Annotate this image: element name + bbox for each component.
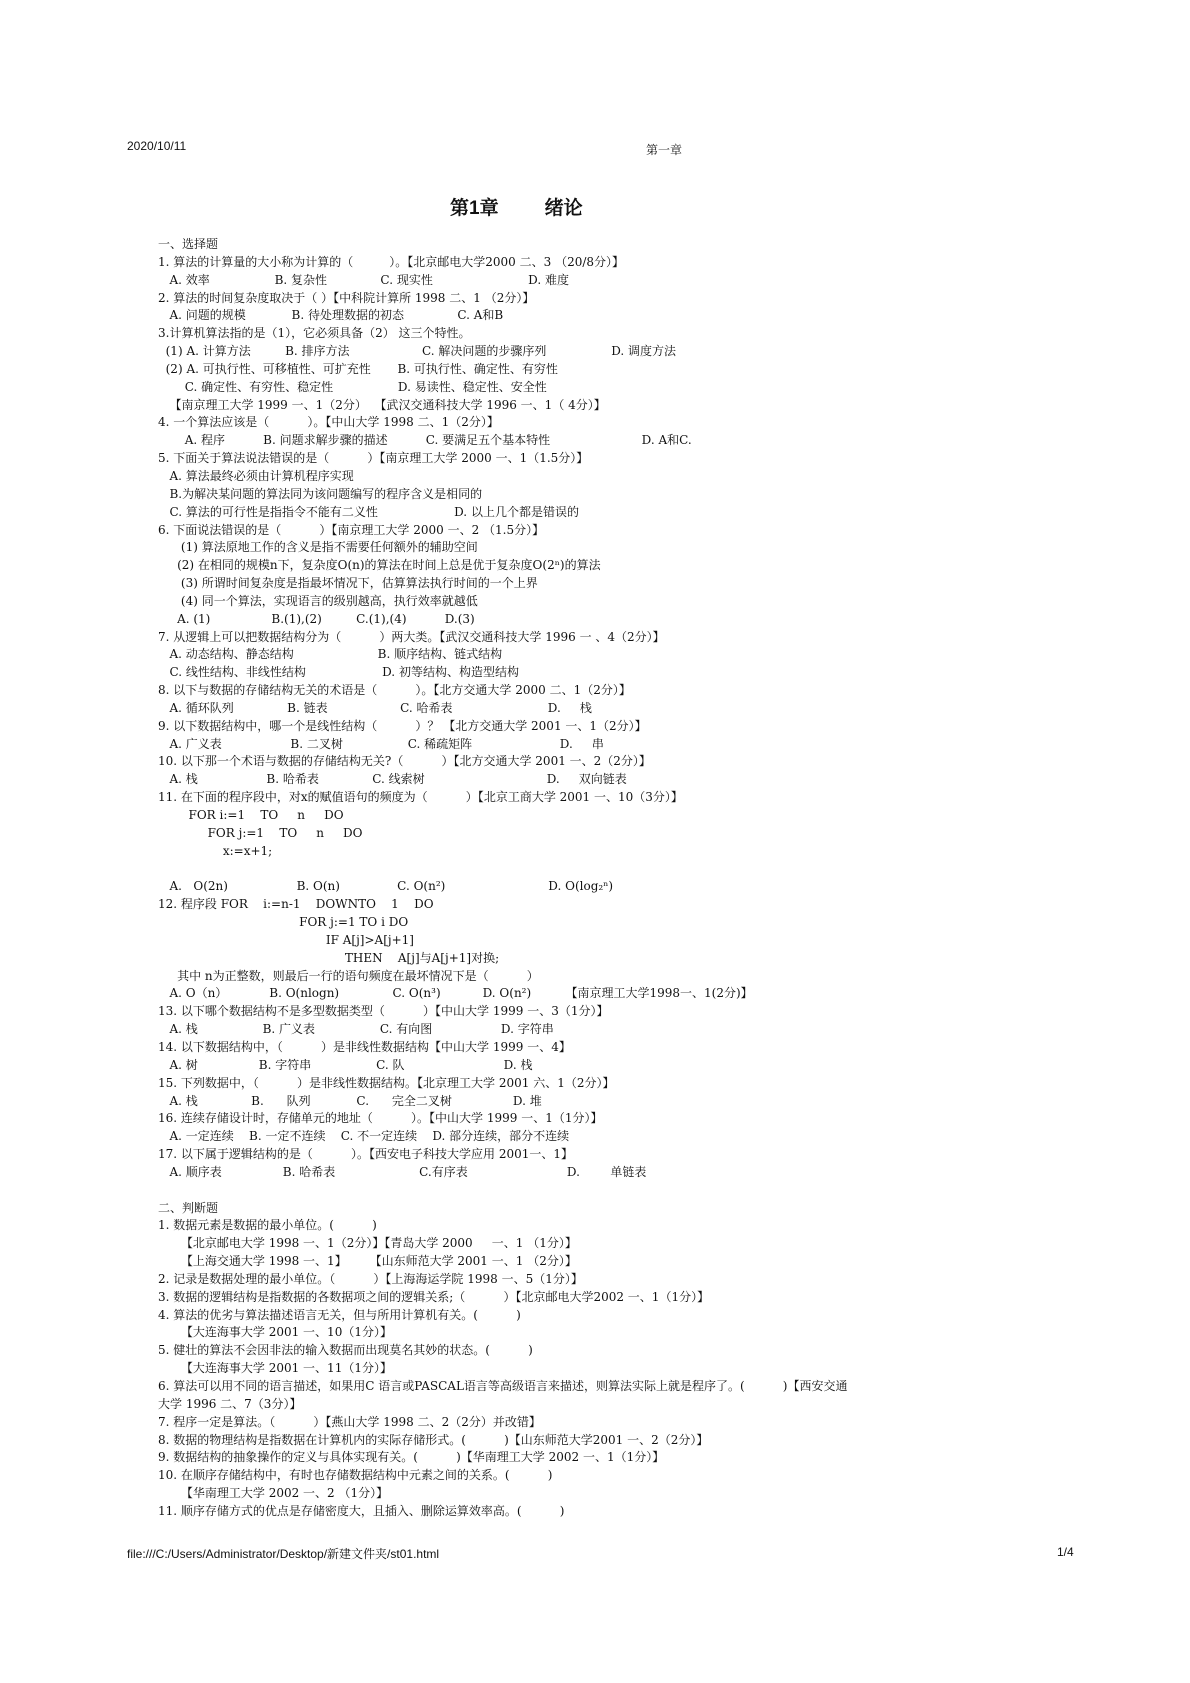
text-line: A. O(2n) B. O(n) C. O(n²) D. O(log₂ⁿ): [158, 879, 614, 894]
text-line: 【华南理工大学 2002 一、2 （1分）】: [158, 1486, 389, 1501]
text-line: 3.计算机算法指的是（1），它必须具备（2） 这三个特性。: [158, 326, 471, 341]
text-line: [158, 861, 1058, 879]
text-line: [158, 1182, 1058, 1200]
chapter-title: [450, 193, 583, 220]
text-line: 1. 数据元素是数据的最小单位。( ): [158, 1218, 377, 1233]
text-line: 其中 n为正整数，则最后一行的语句频度在最坏情况下是（ ）: [158, 968, 539, 983]
text-line: A. 栈 B. 哈希表 C. 线索树 D. 双向链表: [158, 772, 627, 787]
text-line: C. 线性结构、非线性结构 D. 初等结构、构造型结构: [158, 665, 519, 680]
text-line: 14. 以下数据结构中，（ ）是非线性数据结构【中山大学 1999 一、4】: [158, 1039, 571, 1054]
text-line: B.为解决某问题的算法同为该问题编写的程序含义是相同的: [158, 486, 483, 501]
text-line: 4. 一个算法应该是（ ）。【中山大学 1998 二、1（2分）】: [158, 415, 499, 430]
text-line: 二、判断题: [158, 1200, 219, 1215]
text-line: 【上海交通大学 1998 一、1】 【山东师范大学 2001 一、1 （2分）】: [158, 1254, 577, 1269]
text-line: 12. 程序段 FOR i:=n-1 DOWNTO 1 DO: [158, 897, 434, 912]
text-line: A. 一定连续 B. 一定不连续 C. 不一定连续 D. 部分连续，部分不连续: [158, 1129, 570, 1144]
page-number: 1/4: [1057, 1545, 1074, 1559]
text-line: 2. 算法的时间复杂度取决于（ ）【中科院计算所 1998 二、1 （2分）】: [158, 290, 535, 305]
text-line: A. 树 B. 字符串 C. 队 D. 栈: [158, 1057, 533, 1072]
text-line: C. 确定性、有穷性、稳定性 D. 易读性、稳定性、安全性: [158, 379, 547, 394]
file-path: file:///C:/Users/Administrator/Desktop/新建文件夹/st01.html: [127, 1547, 440, 1561]
text-line: 10. 以下那一个术语与数据的存储结构无关?（ ）【北方交通大学 2001 一、2（2分）】: [158, 754, 651, 769]
text-line: A. 栈 B. 广义表 C. 有向图 D. 字符串: [158, 1022, 554, 1037]
text-line: (3) 所谓时间复杂度是指最坏情况下，估算算法执行时间的一个上界: [158, 576, 538, 591]
text-line: 3. 数据的逻辑结构是指数据的各数据项之间的逻辑关系;（ ）【北京邮电大学2002 一、1（1分）】: [158, 1289, 710, 1304]
text-line: A. 算法最终必须由计算机程序实现: [158, 468, 354, 483]
text-line: A. 广义表 B. 二叉树 C. 稀疏矩阵 D. 串: [158, 736, 604, 751]
text-line: 一、选择题: [158, 237, 219, 251]
text-line: A. (1) B.(1),(2) C.(1),(4) D.(3): [158, 611, 475, 626]
text-line: 【北京邮电大学 1998 一、1（2分）】【青岛大学 2000 一、1 （1分）】: [158, 1236, 577, 1251]
text-line: A. 程序 B. 问题求解步骤的描述 C. 要满足五个基本特性 D. A和C.: [158, 433, 692, 448]
text-line: A. 栈 B. 队列 C. 完全二叉树 D. 堆: [158, 1093, 542, 1108]
text-line: 9. 以下数据结构中，哪一个是线性结构（ ）？ 【北方交通大学 2001 一、1（2分）】: [158, 718, 647, 733]
text-line: A. 动态结构、静态结构 B. 顺序结构、链式结构: [158, 647, 503, 662]
exercise-text: [158, 236, 1058, 1521]
text-line: FOR i:=1 TO n DO: [158, 808, 344, 822]
text-line: A. 效率 B. 复杂性 C. 现实性 D. 难度: [158, 272, 570, 287]
text-line: 10. 在顺序存储结构中，有时也存储数据结构中元素之间的关系。( ): [158, 1468, 553, 1483]
text-line: 7. 从逻辑上可以把数据结构分为（ ）两大类。【武汉交通科技大学 1996 一 、4（2分）】: [158, 629, 665, 644]
text-line: 16. 连续存储设计时，存储单元的地址（ ）。【中山大学 1999 一、1（1分）】: [158, 1111, 603, 1126]
text-line: 17. 以下属于逻辑结构的是（ ）。【西安电子科技大学应用 2001一、1】: [158, 1147, 574, 1162]
text-line: 【大连海事大学 2001 一、11（1分）】: [158, 1361, 392, 1376]
text-line: FOR j:=1 TO i DO: [158, 915, 409, 930]
text-line: 7. 程序一定是算法。（ ）【燕山大学 1998 二、2（2分）并改错】: [158, 1414, 541, 1429]
text-line: 5. 健壮的算法不会因非法的输入数据而出现莫名其妙的状态。( ): [158, 1343, 533, 1358]
text-line: 【南京理工大学 1999 一、1（2分） 【武汉交通科技大学 1996 一、1（ 4分）】: [158, 397, 606, 412]
text-line: 1. 算法的计算量的大小称为计算的（ ）。【北京邮电大学2000 二、3 （20/8分）】: [158, 254, 625, 269]
text-line: x:=x+1;: [158, 843, 273, 858]
text-line: 4. 算法的优劣与算法描述语言无关，但与所用计算机有关。( ): [158, 1307, 521, 1322]
text-line: A. 循环队列 B. 链表 C. 哈希表 D. 栈: [158, 700, 592, 715]
text-line: THEN A[j]与A[j+1]对换;: [158, 950, 500, 965]
text-line: 13. 以下哪个数据结构不是多型数据类型（ ）【中山大学 1999 一、3（1分）】: [158, 1004, 609, 1019]
text-line: 11. 在下面的程序段中，对x的赋值语句的频度为（ ）【北京工商大学 2001 一、10（3分）】: [158, 790, 683, 805]
text-line: (1) A. 计算方法 B. 排序方法 C. 解决问题的步骤序列 D. 调度方法: [158, 344, 677, 359]
text-line: 11. 顺序存储方式的优点是存储密度大，且插入、删除运算效率高。( ): [158, 1503, 565, 1518]
text-line: 大学 1996 二、7（3分）】: [158, 1396, 302, 1411]
text-line: A. 顺序表 B. 哈希表 C.有序表 D. 单链表: [158, 1164, 647, 1179]
chapter-number: 第1章: [450, 198, 499, 219]
text-line: A. 问题的规模 B. 待处理数据的初态 C. A和B: [158, 308, 504, 323]
text-line: A. O（n） B. O(nlogn) C. O(n³) D. O(n²) 【南京理工大学1998一、1(2分)】: [158, 986, 753, 1001]
text-line: 【大连海事大学 2001 一、10（1分）】: [158, 1325, 392, 1340]
text-line: 9. 数据结构的抽象操作的定义与具体实现有关。( )【华南理工大学 2002 一、1（1分）】: [158, 1450, 665, 1465]
text-line: (4) 同一个算法，实现语言的级别越高，执行效率就越低: [158, 593, 478, 608]
text-line: (2) A. 可执行性、可移植性、可扩充性 B. 可执行性、确定性、有穷性: [158, 361, 558, 376]
print-date: 2020/10/11: [127, 139, 187, 153]
text-line: C. 算法的可行性是指指令不能有二义性 D. 以上几个都是错误的: [158, 504, 579, 519]
text-line: 8. 以下与数据的存储结构无关的术语是（ ）。【北方交通大学 2000 二、1（2分）】: [158, 683, 631, 698]
text-line: IF A[j]>A[j+1]: [158, 932, 414, 947]
text-line: (1) 算法原地工作的含义是指不需要任何额外的辅助空间: [158, 540, 478, 555]
text-line: 15. 下列数据中，（ ）是非线性数据结构。【北京理工大学 2001 六、1（2分）】: [158, 1075, 615, 1090]
chapter-name: 绪论: [544, 198, 583, 219]
text-line: 8. 数据的物理结构是指数据在计算机内的实际存储形式。( )【山东师范大学2001 一、2（2分）】: [158, 1432, 709, 1447]
text-line: FOR j:=1 TO n DO: [158, 825, 363, 840]
text-line: 6. 算法可以用不同的语言描述，如果用C 语言或PASCAL语言等高级语言来描述，则算法实际上就是程序了。( )【西安交通: [158, 1379, 848, 1393]
text-line: 2. 记录是数据处理的最小单位。（ ）【上海海运学院 1998 一、5（1分）】: [158, 1271, 583, 1286]
text-line: (2) 在相同的规模n下，复杂度O(n)的算法在时间上总是优于复杂度O(2ⁿ)的算法: [158, 558, 601, 573]
text-line: 6. 下面说法错误的是（ ）【南京理工大学 2000 一、2 （1.5分）】: [158, 522, 545, 537]
text-line: 5. 下面关于算法说法错误的是（ ）【南京理工大学 2000 一、1（1.5分）】: [158, 451, 589, 466]
print-header-chapter: 第一章: [646, 143, 683, 157]
